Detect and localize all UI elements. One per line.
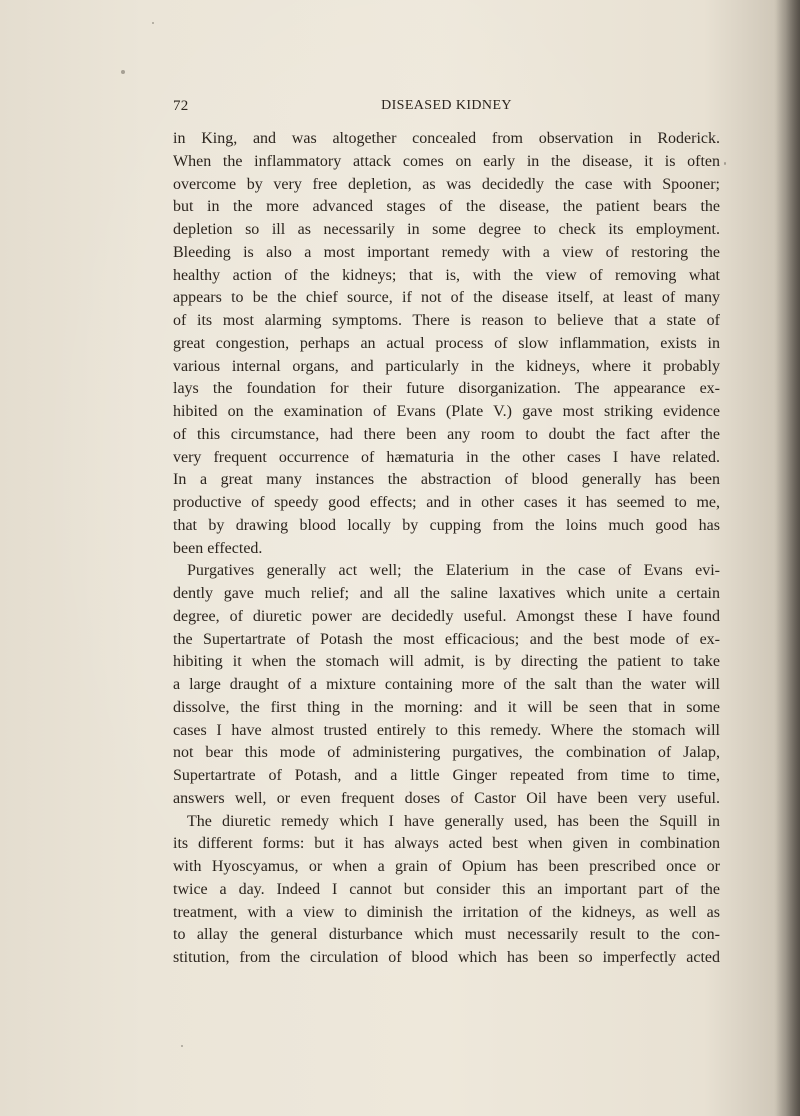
text-line: the Supertartrate of Potash the most efficacious; and the best mode of ex- — [173, 630, 720, 648]
text-line: but in the more advanced stages of the disease, the patient bears the — [173, 198, 720, 216]
text-line: twice a day. Indeed I cannot but consider this an important part of the — [173, 880, 720, 898]
text-line: very frequent occurrence of hæmaturia in the other cases I have related. — [173, 448, 720, 466]
paper-speck — [152, 22, 154, 24]
text-line: not bear this mode of administering purgatives, the combination of Jalap, — [173, 744, 720, 762]
text-line: of its most alarming symptoms. There is reason to believe that a state of — [173, 312, 720, 329]
text-line: been effected. — [173, 539, 263, 557]
text-line: with Hyoscyamus, or when a grain of Opium has been prescribed once or — [173, 858, 720, 875]
page-edge-shadow — [774, 0, 800, 1116]
text-line: treatment, with a view to diminish the irritation of the kidneys, as well as — [173, 903, 720, 921]
text-line: When the inflammatory attack comes on early in the disease, it is often — [173, 152, 720, 170]
body-text — [173, 128, 720, 970]
text-line: appears to be the chief source, if not of the disease itself, at least of many — [173, 289, 720, 307]
paper-speck — [121, 70, 125, 74]
text-line: Supertartrate of Potash, and a little Ginger repeated from time to time, — [173, 767, 720, 784]
text-line: cases I have almost trusted entirely to this remedy. Where the stomach will — [173, 721, 720, 739]
text-line: healthy action of the kidneys; that is, with the view of removing what — [173, 266, 720, 284]
paper-speck — [724, 162, 726, 165]
text-line: lays the foundation for their future disorganization. The appearance ex- — [173, 380, 720, 398]
text-line: answers well, or even frequent doses of Castor Oil have been very useful. — [173, 789, 720, 807]
text-line: productive of speedy good effects; and in other cases it has seemed to me, — [173, 494, 720, 511]
text-line: a large draught of a mixture containing more of the salt than the water will — [173, 676, 720, 693]
text-line: its different forms: but it has always acted best when given in combination — [173, 835, 720, 853]
text-line: great congestion, perhaps an actual process of slow inflammation, exists in — [173, 334, 720, 352]
text-line: degree, of diuretic power are decidedly useful. Amongst these I have found — [173, 607, 720, 625]
text-line: hibiting it when the stomach will admit, is by directing the patient to take — [173, 653, 720, 671]
text-line: Purgatives generally act well; the Elaterium in the case of Evans evi- — [187, 562, 720, 580]
text-line: dently gave much relief; and all the saline laxatives which unite a certain — [173, 585, 720, 602]
text-line: dissolve, the first thing in the morning: and it will be seen that in some — [173, 698, 720, 716]
text-line: stitution, from the circulation of blood which has been so imperfectly acted — [173, 949, 720, 966]
page-header — [173, 98, 720, 122]
text-line: hibited on the examination of Evans (Plate V.) gave most striking evidence — [173, 403, 720, 420]
text-line: to allay the general disturbance which must necessarily result to the con- — [173, 926, 720, 944]
text-line: of this circumstance, had there been any room to doubt the fact after the — [173, 425, 720, 443]
text-line: various internal organs, and particularly in the kidneys, where it probably — [173, 357, 720, 375]
text-line: The diuretic remedy which I have generally used, has been the Squill in — [187, 812, 720, 830]
text-line: that by drawing blood locally by cupping from the loins much good has — [173, 516, 720, 534]
paper-speck — [181, 1045, 183, 1047]
text-line: In a great many instances the abstraction of blood generally has been — [173, 471, 720, 489]
text-line: Bleeding is also a most important remedy with a view of restoring the — [173, 243, 720, 261]
text-line: in King, and was altogether concealed from observation in Roderick. — [173, 130, 720, 147]
text-line: depletion so ill as necessarily in some degree to check its employment. — [173, 221, 720, 238]
page-number: 72 — [173, 98, 189, 114]
text-line: overcome by very free depletion, as was decidedly the case with Spooner; — [173, 175, 720, 193]
running-head: DISEASED KIDNEY — [381, 98, 512, 113]
